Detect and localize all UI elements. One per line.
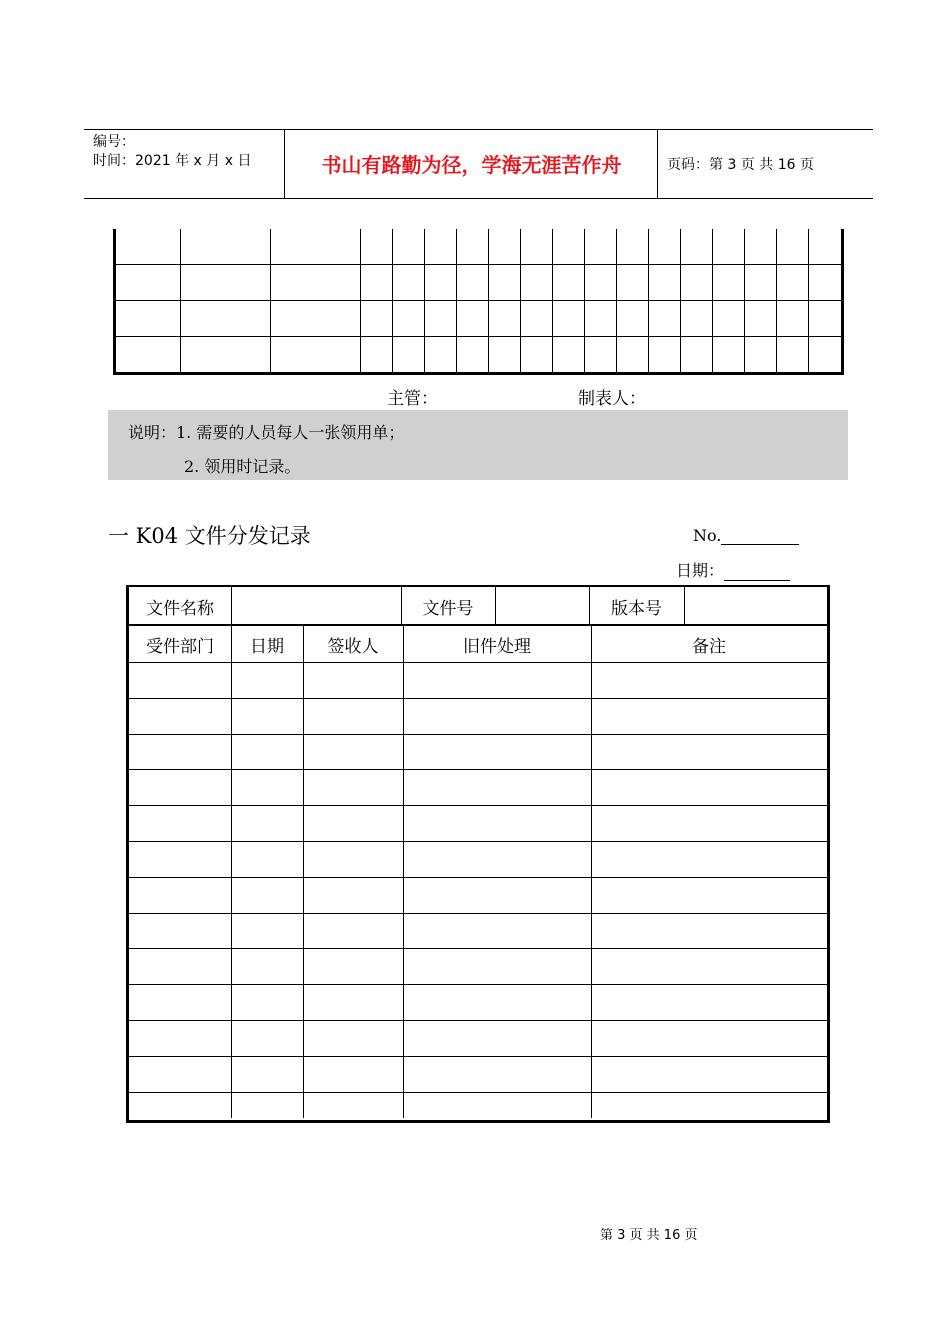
page-info: 页码：第 3 页 共 16 页	[667, 157, 814, 173]
record-number-field[interactable]	[721, 528, 799, 545]
table-column-line	[303, 626, 304, 1118]
note-line-1: 说明：1. 需要的人员每人一张领用单；	[128, 423, 405, 442]
table-row[interactable]	[129, 1020, 827, 1021]
supervisor-label: 主管：	[387, 389, 438, 409]
table-row[interactable]	[129, 698, 827, 699]
note-line-2: 2. 领用时记录。	[184, 457, 301, 476]
issue-grid-table	[113, 229, 844, 375]
table-row[interactable]	[129, 984, 827, 985]
page-footer: 第 3 页 共 16 页	[600, 1228, 698, 1243]
grid-row-line	[116, 300, 841, 301]
record-number-label: No.	[693, 526, 722, 545]
preparer-label: 制表人：	[578, 389, 646, 409]
table-input-cell[interactable]	[231, 588, 401, 624]
doc-number-label: 编号：	[93, 134, 135, 150]
table-row[interactable]	[129, 877, 827, 878]
notes-box	[108, 410, 848, 480]
table-label-cell: 文件名称	[146, 598, 214, 619]
record-date-label: 日期：	[676, 561, 725, 580]
table-row[interactable]	[129, 1092, 827, 1093]
table-row[interactable]	[129, 913, 827, 914]
table-row[interactable]	[129, 662, 827, 663]
record-date	[676, 558, 790, 581]
record-number	[693, 526, 799, 545]
table-row[interactable]	[129, 1056, 827, 1057]
table-header-cell: 签收人	[327, 636, 379, 657]
table-column-line	[403, 626, 404, 1118]
table-row[interactable]	[129, 805, 827, 806]
table-header-cell: 旧件处理	[463, 636, 531, 657]
table-header-cell: 受件部门	[146, 636, 214, 657]
table-header-cell: 日期	[250, 636, 284, 657]
grid-row-line	[116, 264, 841, 265]
table-row[interactable]	[129, 769, 827, 770]
table-label-cell: 版本号	[611, 598, 662, 619]
table-header-cell: 备注	[692, 636, 726, 657]
table-input-cell[interactable]	[495, 588, 589, 624]
header-motto: 书山有路勤为径，学海无涯苦作舟	[321, 152, 622, 177]
table-column-line	[591, 626, 592, 1118]
table-row[interactable]	[129, 734, 827, 735]
record-date-field[interactable]	[724, 564, 790, 581]
doc-time-label: 时间：2021 年 x 月 x 日	[93, 153, 252, 169]
grid-row-line	[116, 336, 841, 337]
section-title: 一 K04 文件分发记录	[108, 524, 311, 548]
table-input-cell[interactable]	[684, 588, 827, 624]
table-row[interactable]	[129, 841, 827, 842]
table-row[interactable]	[129, 948, 827, 949]
distribution-record-table	[126, 585, 830, 1123]
table-column-line	[231, 626, 232, 1118]
table-label-cell: 文件号	[422, 598, 474, 619]
